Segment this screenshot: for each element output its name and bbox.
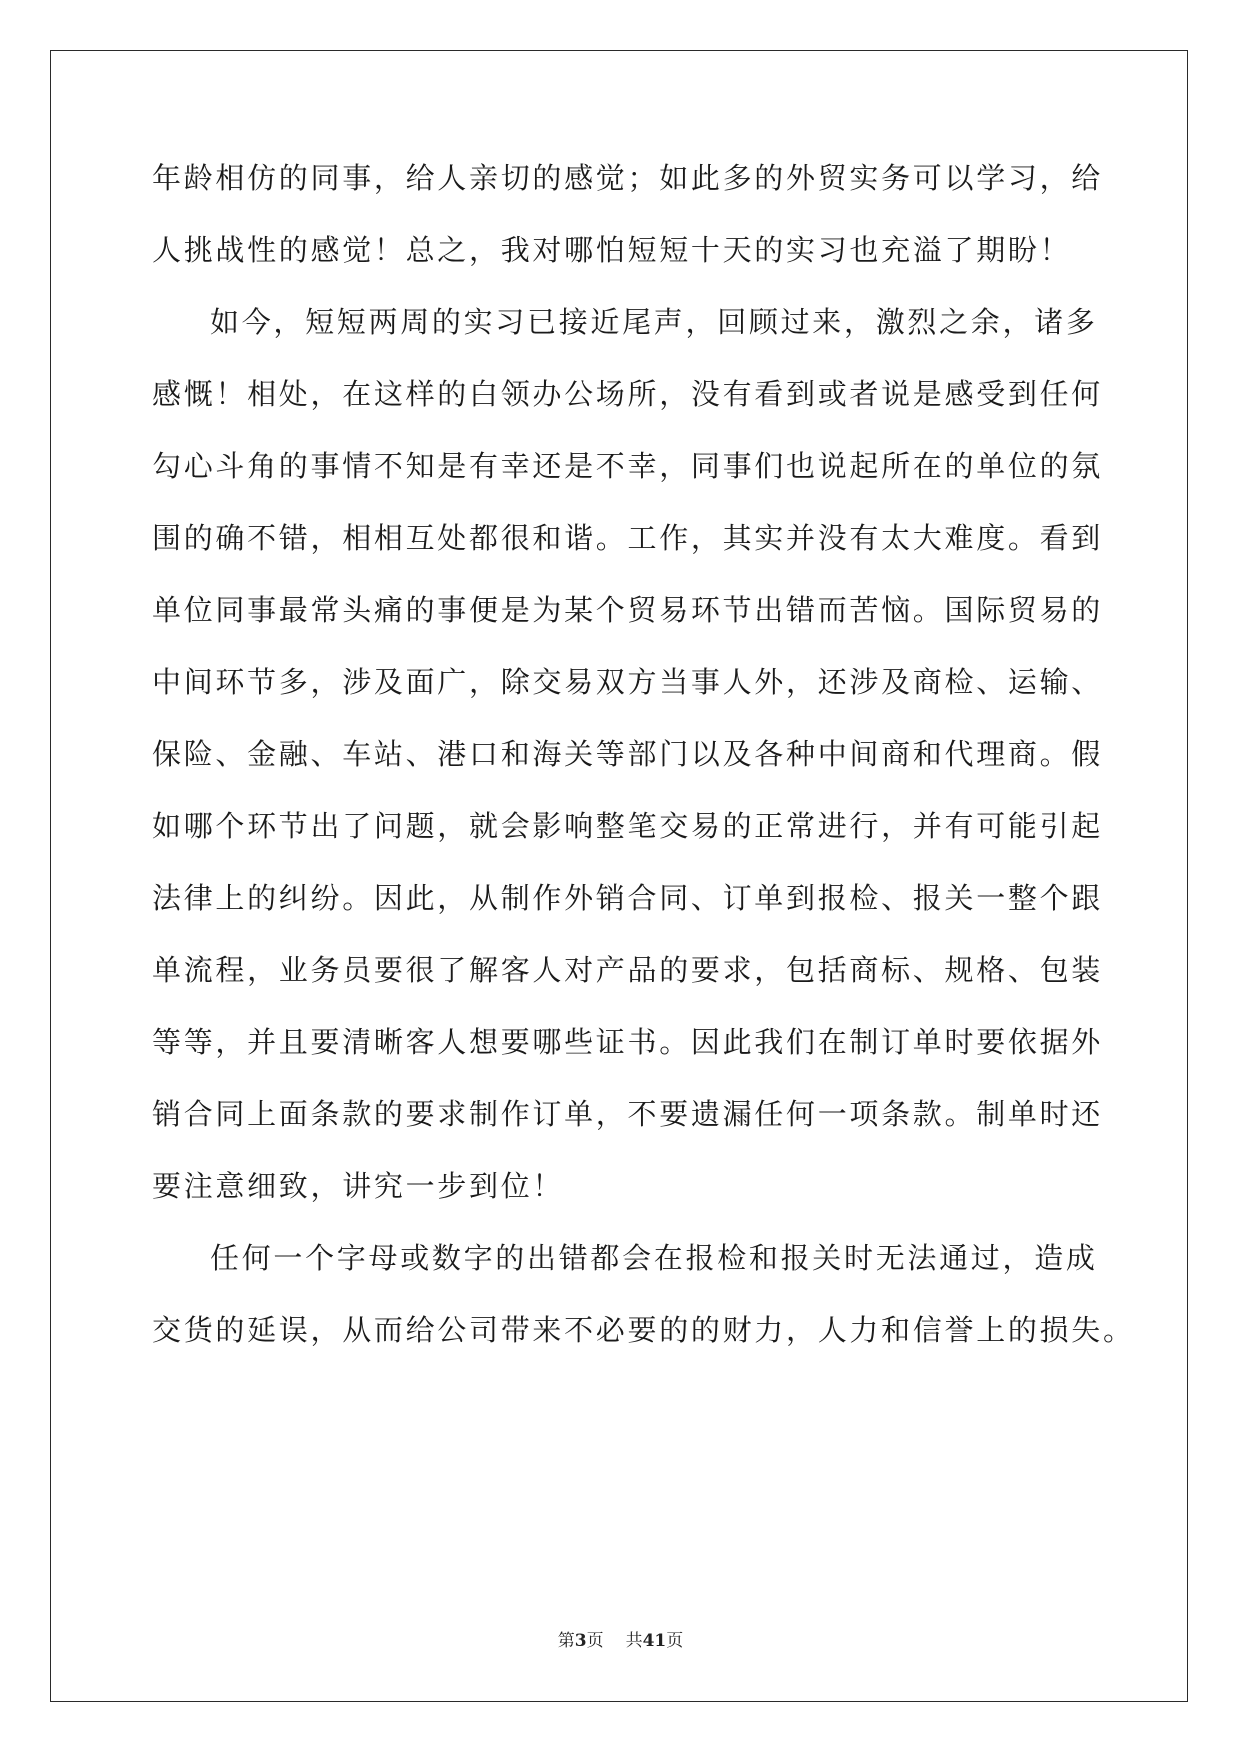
text-line: 围的确不错，相相互处都很和谐。工作，其实并没有太大难度。看到 xyxy=(152,521,1104,555)
page-total xyxy=(626,1631,684,1651)
text-line: 单位同事最常头痛的事便是为某个贸易环节出错而苦恼。国际贸易的 xyxy=(152,593,1104,627)
paragraph-start-line: 如今，短短两周的实习已接近尾声，回顾过来，激烈之余，诸多 xyxy=(210,305,1098,339)
text-line: 年龄相仿的同事，给人亲切的感觉；如此多的外贸实务可以学习，给 xyxy=(152,161,1104,195)
text-line: 人挑战性的感觉！总之，我对哪怕短短十天的实习也充溢了期盼！ xyxy=(152,233,1072,267)
page-suffix: 页 xyxy=(586,1631,604,1651)
text-line: 要注意细致，讲究一步到位！ xyxy=(152,1169,565,1203)
total-prefix: 共 xyxy=(625,1631,643,1651)
text-line: 保险、金融、车站、港口和海关等部门以及各种中间商和代理商。假 xyxy=(152,737,1104,771)
text-line: 销合同上面条款的要求制作订单，不要遗漏任何一项条款。制单时还 xyxy=(152,1097,1104,1131)
text-line: 勾心斗角的事情不知是有幸还是不幸，同事们也说起所在的单位的氛 xyxy=(152,449,1104,483)
current-page: 3 xyxy=(574,1631,587,1651)
text-line: 法律上的纠纷。因此，从制作外销合同、订单到报检、报关一整个跟 xyxy=(152,881,1104,915)
page-prefix: 第 xyxy=(557,1631,575,1651)
page-border xyxy=(50,50,1188,1702)
text-line: 如哪个环节出了问题，就会影响整笔交易的正常进行，并有可能引起 xyxy=(152,809,1104,843)
paragraph-start-line: 任何一个字母或数字的出错都会在报检和报关时无法通过，造成 xyxy=(210,1241,1098,1275)
text-line: 感慨！相处，在这样的白领办公场所，没有看到或者说是感受到任何 xyxy=(152,377,1104,411)
page-number xyxy=(558,1631,604,1651)
page-footer xyxy=(0,1626,1241,1651)
text-line: 中间环节多，涉及面广，除交易双方当事人外，还涉及商检、运输、 xyxy=(152,665,1104,699)
text-line: 等等，并且要清晰客人想要哪些证书。因此我们在制订单时要依据外 xyxy=(152,1025,1104,1059)
total-pages: 41 xyxy=(642,1631,667,1651)
total-suffix: 页 xyxy=(666,1631,684,1651)
text-line: 单流程，业务员要很了解客人对产品的要求，包括商标、规格、包装 xyxy=(152,953,1104,987)
text-line: 交货的延误，从而给公司带来不必要的的财力，人力和信誉上的损失。 xyxy=(152,1313,1135,1347)
